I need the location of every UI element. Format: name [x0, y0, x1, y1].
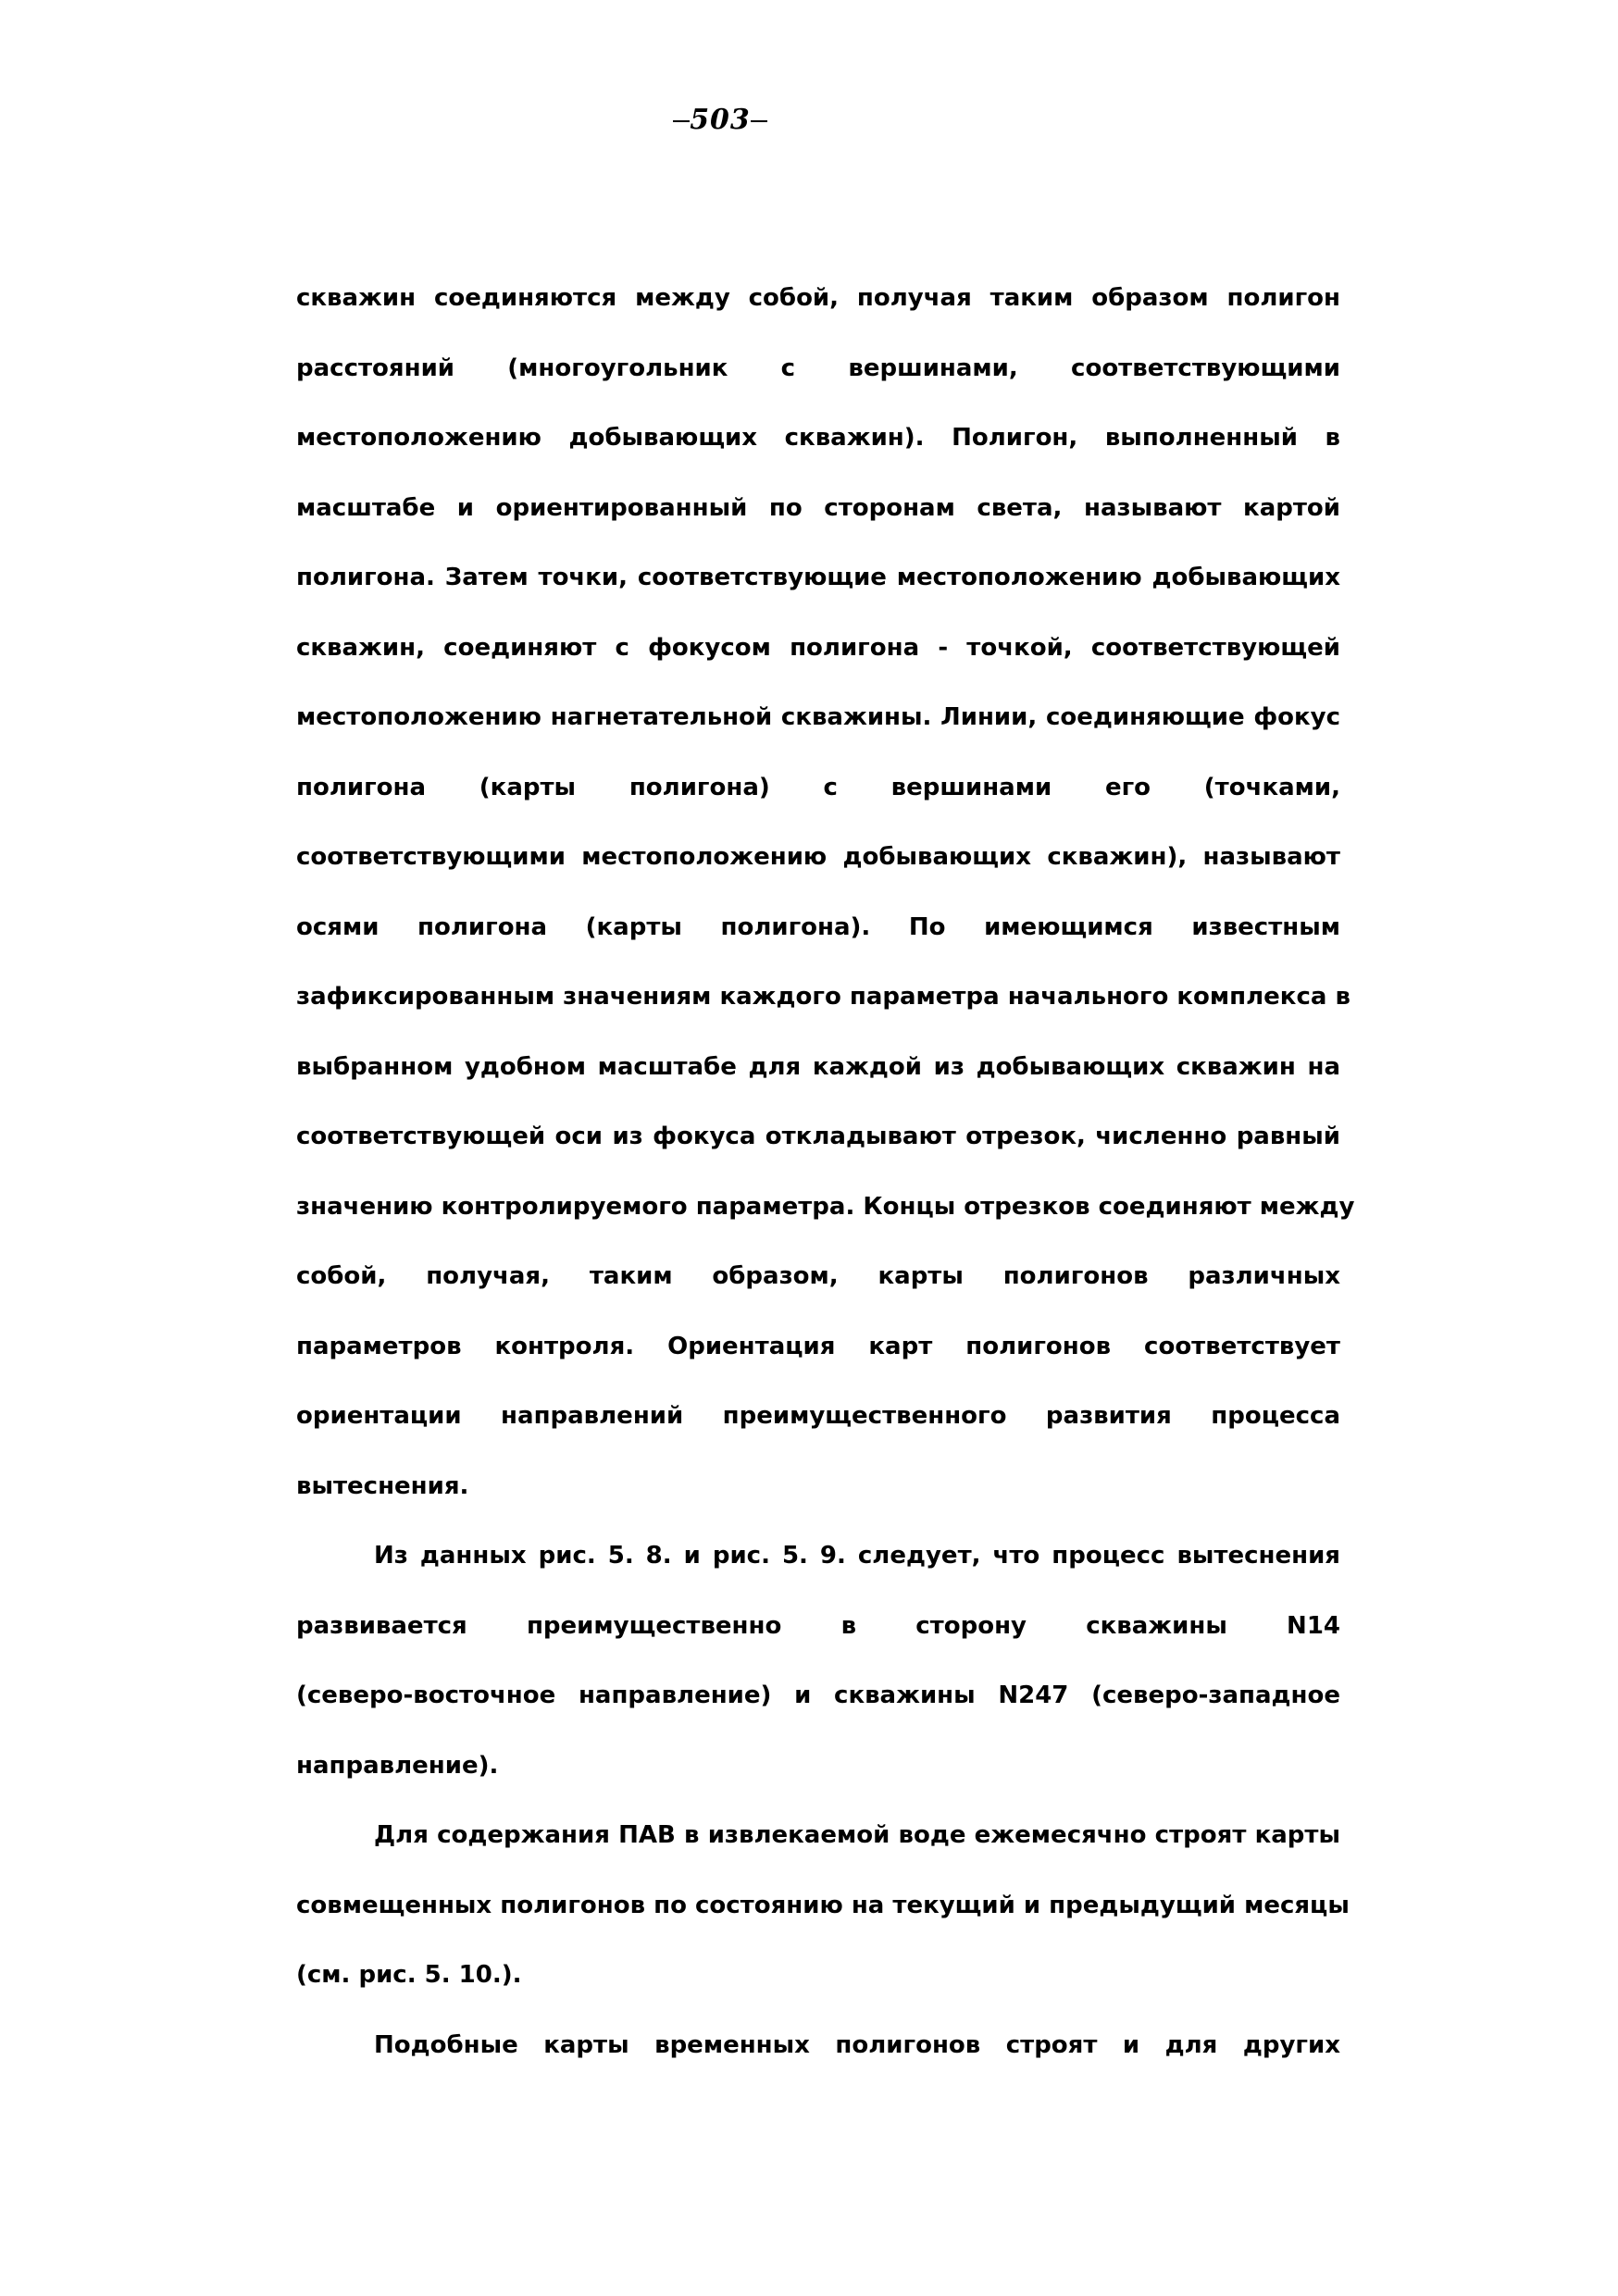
text-line: Из данных рис. 5. 8. и рис. 5. 9. следует, что процесс вытеснения	[374, 1542, 1340, 1570]
text-line: развивается преимущественно в сторону скважины N14	[296, 1611, 1340, 1640]
text-line: направление).	[296, 1751, 499, 1780]
text-line: выбранном удобном масштабе для каждой из добывающих скважин на	[296, 1052, 1340, 1081]
text-line: расстояний (многоугольник с вершинами, соответствующими	[296, 354, 1340, 382]
text-line: параметров контроля. Ориентация карт полигонов соответствует	[296, 1332, 1340, 1360]
text-line: скважин соединяются между собой, получая таким образом полигон	[296, 284, 1340, 312]
text-line: местоположению добывающих скважин). Полигон, выполненный в	[296, 424, 1340, 452]
text-line: (см. рис. 5. 10.).	[296, 1961, 522, 1989]
text-line: Для содержания ПАВ в извлекаемой воде ежемесячно строят карты	[374, 1821, 1340, 1849]
text-line: местоположению нагнетательной скважины. Линии, соединяющие фокус	[296, 703, 1340, 731]
text-line: собой, получая, таким образом, карты полигонов различных	[296, 1262, 1340, 1290]
text-line: полигона. Затем точки, соответствующие местоположению добывающих	[296, 564, 1340, 591]
text-line: (северо-восточное направление) и скважины N247 (северо-западное	[296, 1682, 1340, 1709]
text-line: значению контролируемого параметра. Концы отрезков соединяют между	[296, 1192, 1355, 1221]
text-line: зафиксированным значениям каждого параметра начального комплекса в	[296, 983, 1350, 1011]
text-line: соответствующими местоположению добывающих скважин), называют	[296, 843, 1340, 871]
text-line: вытеснения.	[296, 1471, 469, 1500]
text-line: совмещенных полигонов по состоянию на текущий и предыдущий месяцы	[296, 1891, 1350, 1919]
text-line: осями полигона (карты полигона). По имеющимся известным	[296, 912, 1340, 941]
text-line: полигона (карты полигона) с вершинами его (точками,	[296, 773, 1340, 801]
text-line: соответствующей оси из фокуса откладывают отрезок, численно равный	[296, 1123, 1340, 1150]
text-line: ориентации направлений преимущественного развития процесса	[296, 1402, 1340, 1430]
text-line: масштабе и ориентированный по сторонам света, называют картой	[296, 493, 1340, 522]
text-line: скважин, соединяют с фокусом полигона - точкой, соответствующей	[296, 633, 1340, 662]
body-text	[296, 274, 1355, 2091]
text-line: Подобные карты временных полигонов строят и для других	[374, 2030, 1340, 2059]
page-number: 503	[665, 104, 776, 136]
